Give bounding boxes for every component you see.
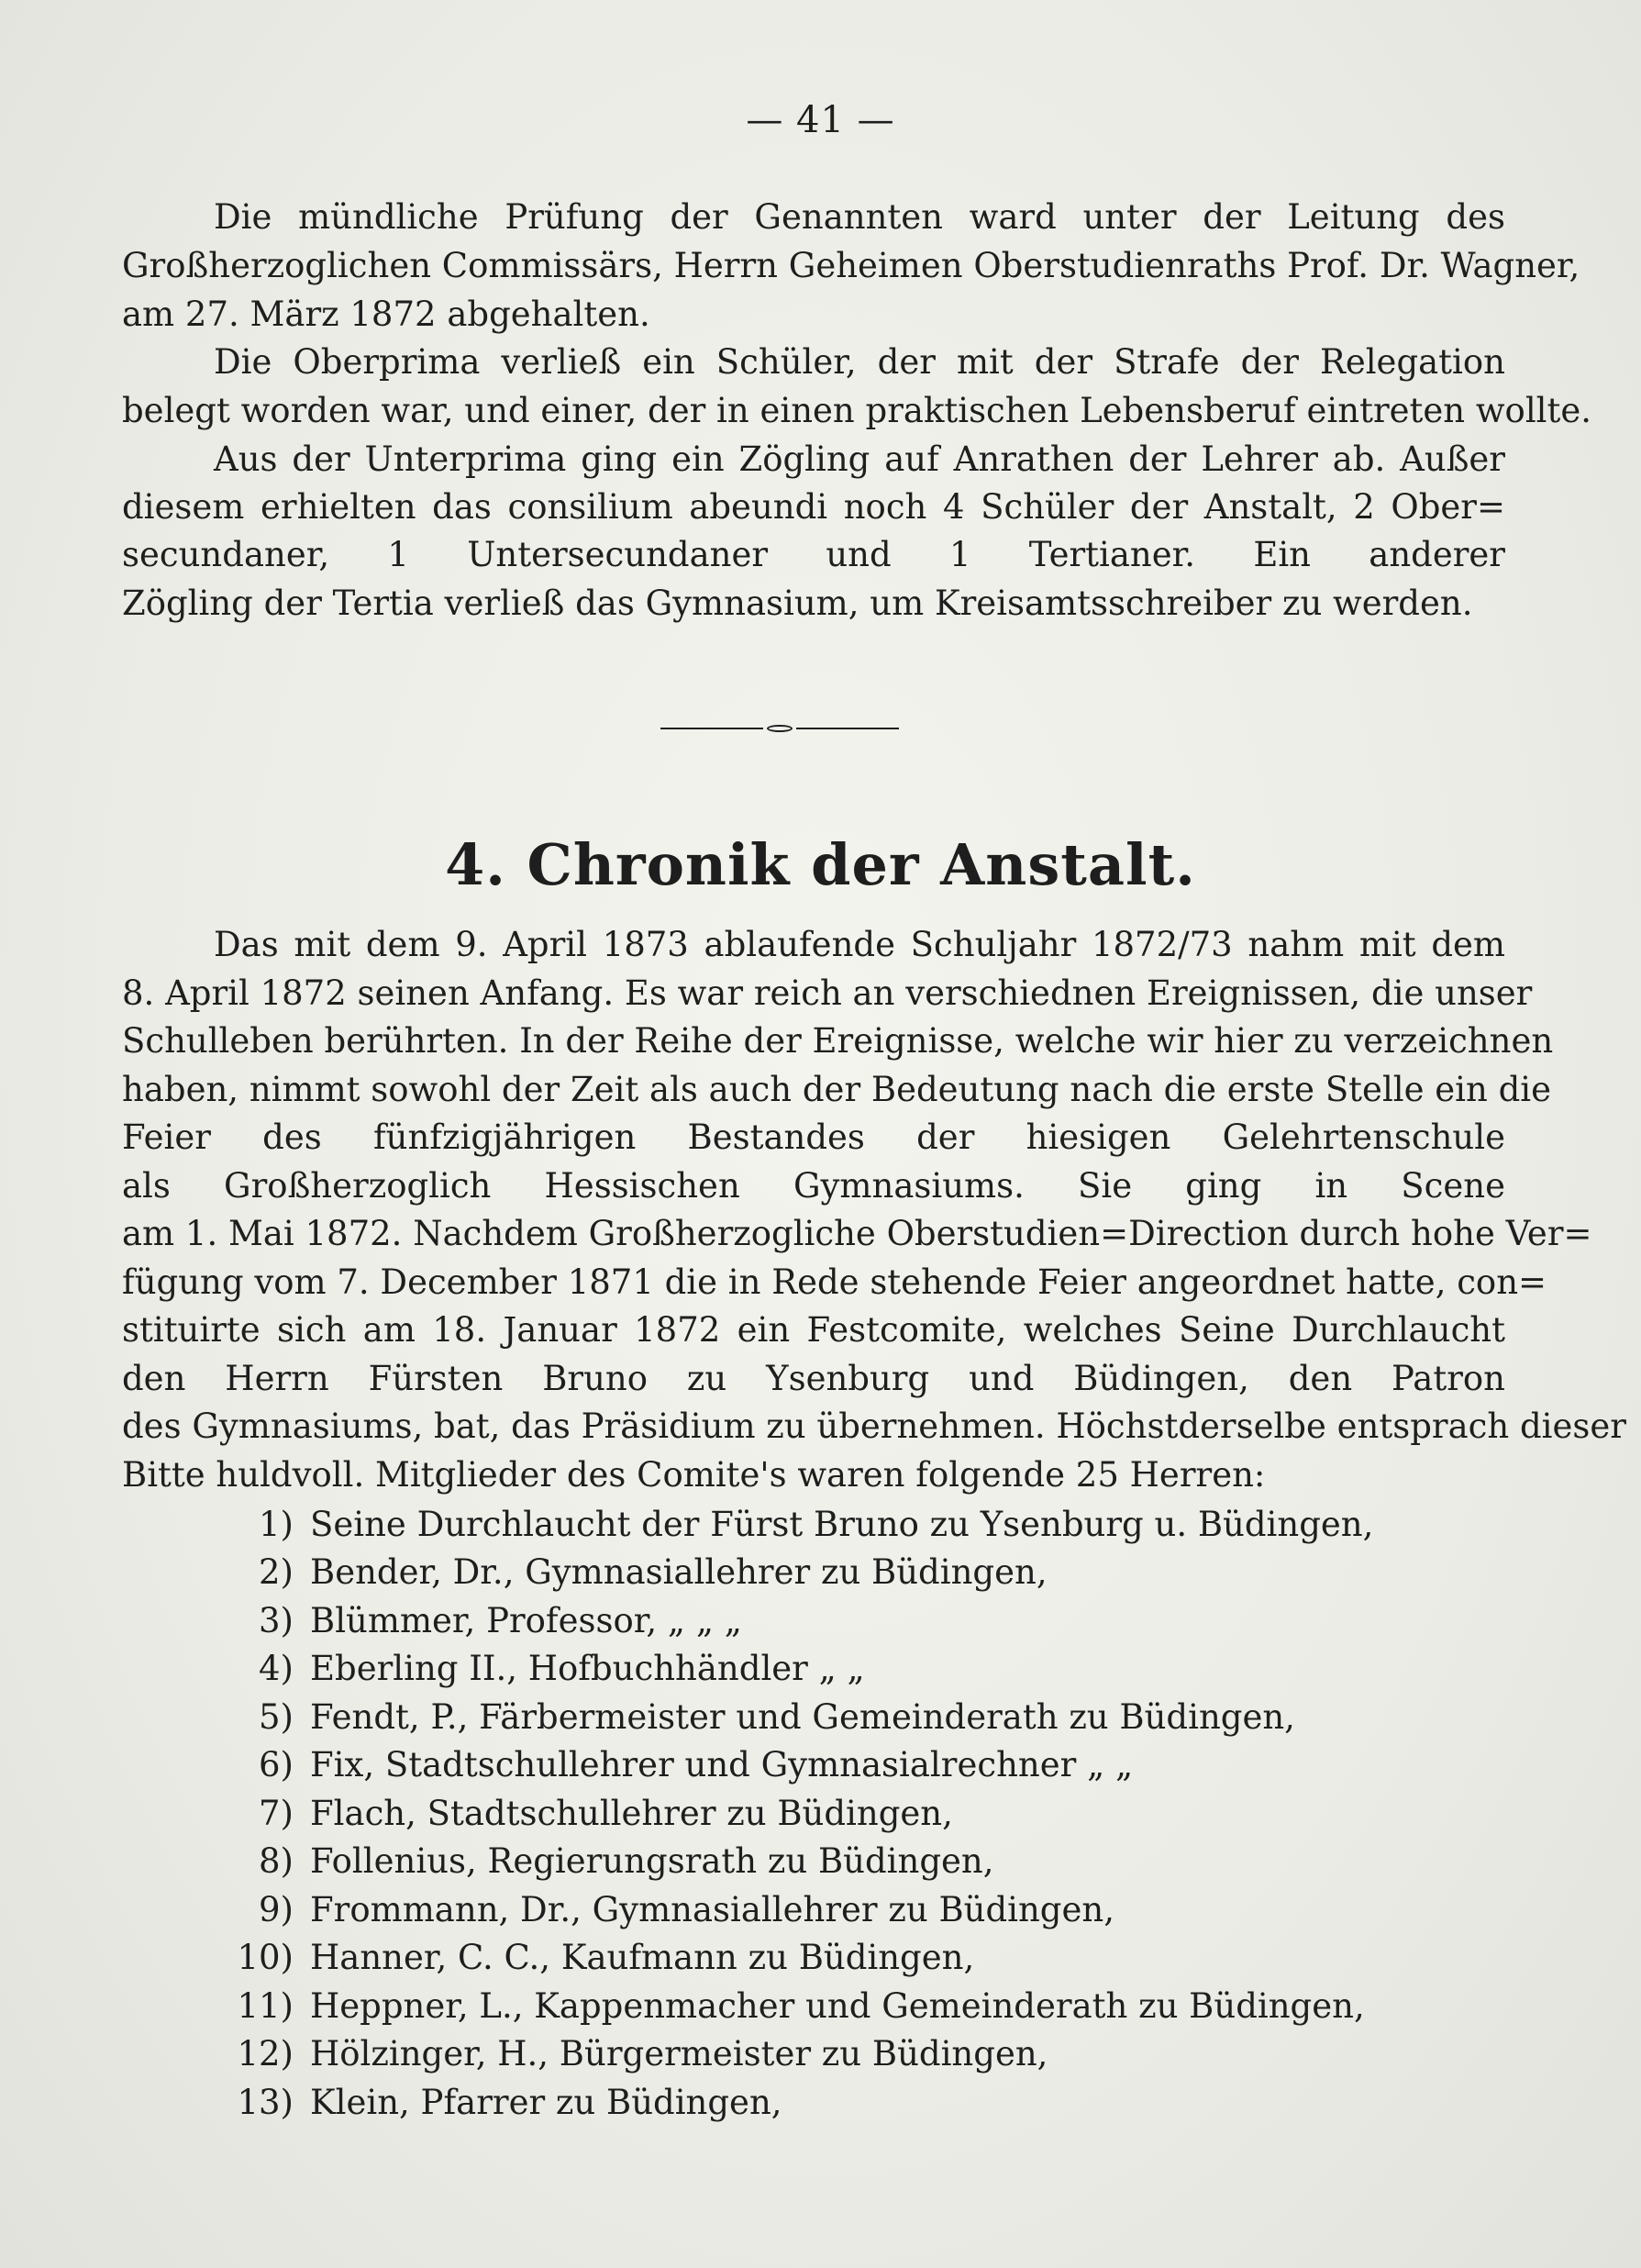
list-item-text: Follenius, Regierungsrath zu Büdingen, <box>310 1841 994 1881</box>
list-item <box>229 2080 782 2126</box>
text-line: des Gymnasiums, bat, das Präsidium zu übernehmen. Höchstderselbe entsprach dieser <box>122 1406 1626 1446</box>
text-line: stituirte sich am 18. Januar 1872 ein Festcomite, welches Seine Durchlaucht <box>122 1310 1505 1350</box>
list-item-text: Bender, Dr., Gymnasiallehrer zu Büdingen, <box>310 1552 1048 1592</box>
list-item-text: Eberling II., Hofbuchhändler „ „ <box>310 1649 865 1688</box>
list-item-text: Heppner, L., Kappenmacher und Gemeinderath zu Büdingen, <box>310 1986 1365 2026</box>
section-heading: 4. Chronik der Anstalt. <box>445 831 1196 898</box>
list-item <box>229 1984 1365 2029</box>
list-item <box>229 2031 1048 2077</box>
list-item <box>229 1791 953 1837</box>
list-item-number: 3) <box>259 1601 294 1640</box>
list-item-text: Hölzinger, H., Bürgermeister zu Büdingen, <box>310 2034 1048 2073</box>
list-item-number: 7) <box>259 1794 294 1833</box>
text-line: am 27. März 1872 abgehalten. <box>122 295 650 334</box>
text-line: secundaner, 1 Untersecundaner und 1 Tertianer. Ein anderer <box>122 535 1505 574</box>
list-item-number: 10) <box>237 1938 294 1977</box>
list-item-text: Klein, Pfarrer zu Büdingen, <box>310 2083 782 2122</box>
list-item-text: Hanner, C. C., Kaufmann zu Büdingen, <box>310 1938 975 1977</box>
list-item-number: 6) <box>259 1745 294 1784</box>
list-item <box>229 1550 1048 1595</box>
list-item-text: Flach, Stadtschullehrer zu Büdingen, <box>310 1794 953 1833</box>
text-line: Die Oberprima verließ ein Schüler, der mit der Strafe der Relegation <box>214 342 1505 382</box>
list-item <box>229 1646 865 1692</box>
list-item-number: 9) <box>259 1890 294 1929</box>
list-item <box>229 1839 994 1884</box>
list-item <box>229 1695 1295 1740</box>
list-item-text: Seine Durchlaucht der Fürst Bruno zu Ysenburg u. Büdingen, <box>310 1505 1374 1544</box>
list-item-number: 8) <box>259 1841 294 1881</box>
text-line: haben, nimmt sowohl der Zeit als auch der Bedeutung nach die erste Stelle ein die <box>122 1070 1552 1109</box>
list-item <box>229 1887 1114 1933</box>
text-line: am 1. Mai 1872. Nachdem Großherzogliche Oberstudien=Direction durch hohe Ver= <box>122 1214 1592 1253</box>
text-line: Großherzoglichen Commissärs, Herrn Geheimen Oberstudienraths Prof. Dr. Wagner, <box>122 246 1580 285</box>
list-item <box>229 1502 1373 1548</box>
text-line: Feier des fünfzigjährigen Bestandes der hiesigen Gelehrtenschule <box>122 1117 1505 1157</box>
text-line: Die mündliche Prüfung der Genannten ward unter der Leitung des <box>214 197 1505 237</box>
text-line: den Herrn Fürsten Bruno zu Ysenburg und Büdingen, den Patron <box>122 1359 1505 1398</box>
list-item-number: 5) <box>259 1697 294 1737</box>
list-item <box>229 1935 974 1981</box>
list-item-number: 4) <box>259 1649 294 1688</box>
list-item-number: 13) <box>237 2083 294 2122</box>
list-item-text: Frommann, Dr., Gymnasiallehrer zu Büdingen, <box>310 1890 1114 1929</box>
list-item-text: Fendt, P., Färbermeister und Gemeinderath zu Büdingen, <box>310 1697 1295 1737</box>
text-line: belegt worden war, und einer, der in einen praktischen Lebensberuf eintreten wollte. <box>122 391 1592 430</box>
text-line: Schulleben berührten. In der Reihe der Ereignisse, welche wir hier zu verzeichnen <box>122 1021 1554 1061</box>
page-number: — 41 — <box>746 99 895 141</box>
list-item-number: 2) <box>259 1552 294 1592</box>
text-line: Das mit dem 9. April 1873 ablaufende Schuljahr 1872/73 nahm mit dem <box>214 925 1505 964</box>
text-line: 8. April 1872 seinen Anfang. Es war reich an verschiednen Ereignissen, die unser <box>122 973 1533 1013</box>
list-item-number: 11) <box>237 1986 294 2026</box>
list-item-number: 1) <box>259 1505 294 1544</box>
text-line: Aus der Unterprima ging ein Zögling auf Anrathen der Lehrer ab. Außer <box>214 439 1505 479</box>
list-item-text: Fix, Stadtschullehrer und Gymnasialrechner „ „ <box>310 1745 1134 1784</box>
list-item <box>229 1598 742 1644</box>
text-line: als Großherzoglich Hessischen Gymnasiums. Sie ging in Scene <box>122 1166 1505 1206</box>
text-line: Zögling der Tertia verließ das Gymnasium, um Kreisamtsschreiber zu werden. <box>122 584 1473 623</box>
text-line: Bitte huldvoll. Mitglieder des Comite's waren folgende 25 Herren: <box>122 1455 1266 1495</box>
text-line: diesem erhielten das consilium abeundi noch 4 Schüler der Anstalt, 2 Ober= <box>122 487 1505 527</box>
ornamental-divider <box>660 725 899 732</box>
list-item-number: 12) <box>237 2034 294 2073</box>
text-line: fügung vom 7. December 1871 die in Rede stehende Feier angeordnet hatte, con= <box>122 1262 1547 1302</box>
list-item-text: Blümmer, Professor, „ „ „ <box>310 1601 742 1640</box>
list-item <box>229 1742 1133 1788</box>
